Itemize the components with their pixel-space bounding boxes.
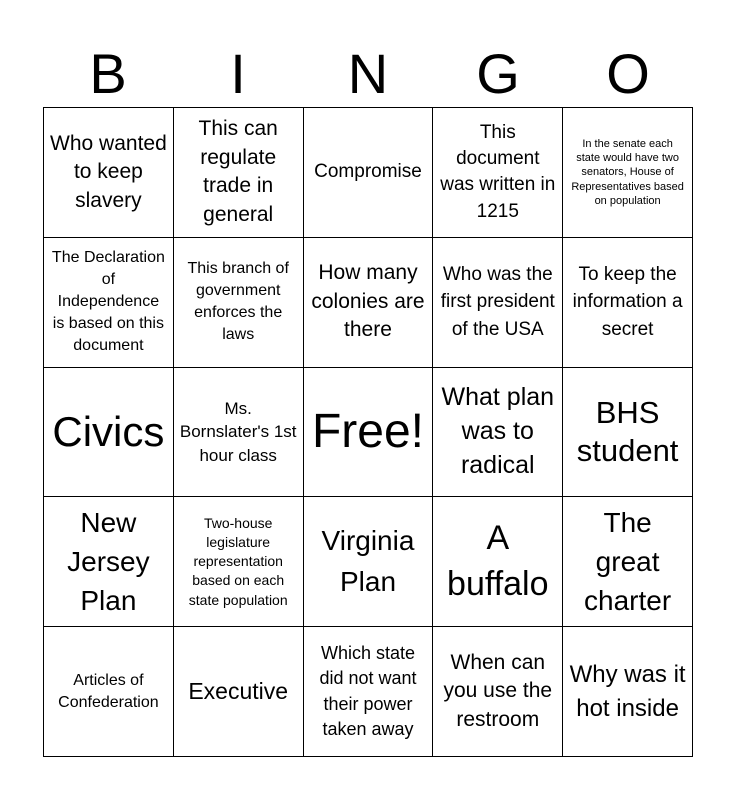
bingo-cell[interactable]: How many colonies are there xyxy=(304,238,434,368)
bingo-cell[interactable]: BHS student xyxy=(563,368,693,498)
bingo-cell[interactable]: Virginia Plan xyxy=(304,497,434,627)
bingo-cell[interactable]: Executive xyxy=(174,627,304,757)
header-letter-o: O xyxy=(606,42,650,105)
bingo-header xyxy=(43,40,693,108)
bingo-cell[interactable]: This branch of government enforces the laws xyxy=(174,238,304,368)
bingo-cell[interactable]: In the senate each state would have two senators, House of Representatives based on population xyxy=(563,108,693,238)
bingo-cell[interactable]: The Declaration of Independence is based on this document xyxy=(44,238,174,368)
bingo-cell[interactable]: Two-house legislature representation based on each state population xyxy=(174,497,304,627)
bingo-cell[interactable]: Ms. Bornslater's 1st hour class xyxy=(174,368,304,498)
bingo-cell[interactable]: Why was it hot inside xyxy=(563,627,693,757)
bingo-cell[interactable]: What plan was to radical xyxy=(433,368,563,498)
bingo-cell[interactable]: The great charter xyxy=(563,497,693,627)
header-letter-b: B xyxy=(89,42,127,105)
bingo-cell[interactable]: This can regulate trade in general xyxy=(174,108,304,238)
bingo-cell[interactable]: A buffalo xyxy=(433,497,563,627)
bingo-cell[interactable]: Civics xyxy=(44,368,174,498)
bingo-cell[interactable]: Which state did not want their power taken away xyxy=(304,627,434,757)
bingo-cell-free[interactable]: Free! xyxy=(304,368,434,498)
bingo-cell[interactable]: When can you use the restroom xyxy=(433,627,563,757)
header-letter-n: N xyxy=(347,42,389,105)
bingo-cell[interactable]: Who was the first president of the USA xyxy=(433,238,563,368)
bingo-cell[interactable]: Articles of Confederation xyxy=(44,627,174,757)
header-letter-g: G xyxy=(476,42,520,105)
header-letter-i: I xyxy=(230,42,246,105)
bingo-cell[interactable]: This document was written in 1215 xyxy=(433,108,563,238)
bingo-cell[interactable]: Who wanted to keep slavery xyxy=(44,108,174,238)
bingo-board xyxy=(43,107,693,757)
bingo-cell[interactable]: New Jersey Plan xyxy=(44,497,174,627)
bingo-cell[interactable]: Compromise xyxy=(304,108,434,238)
bingo-cell[interactable]: To keep the information a secret xyxy=(563,238,693,368)
